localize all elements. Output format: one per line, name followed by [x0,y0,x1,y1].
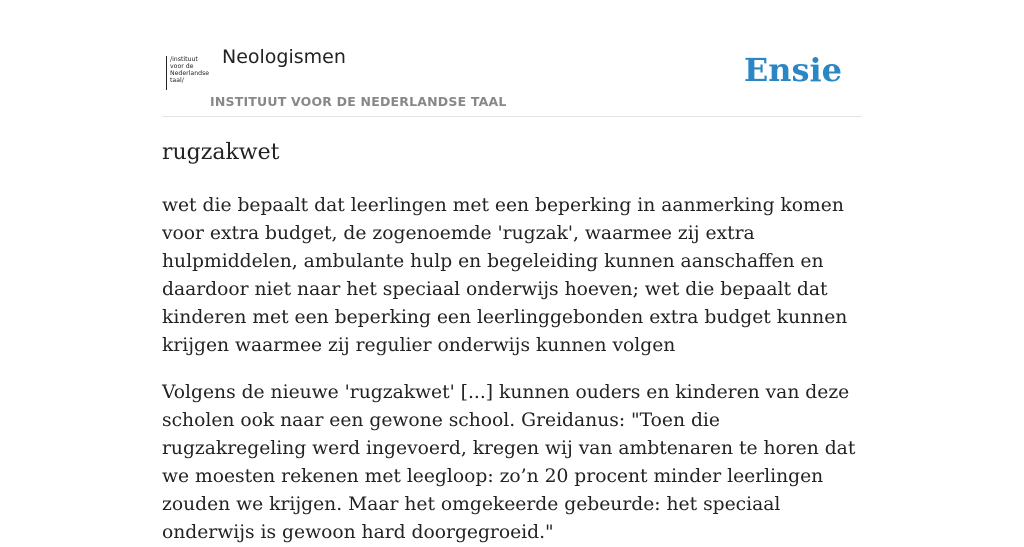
headword: rugzakwet [162,140,280,165]
example-quote: Volgens de nieuwe 'rugzakwet' [...] kunnen ouders en kinderen van deze scholen ook naar een gewone school. Greidanus: "Toen die rugzakregeling werd ingevoerd, kregen wij van ambtenaren te horen dat we moesten rekenen met leegloop: zo’n 20 procent minder leerlingen zouden we krijgen. Maar het omgekeerde gebeurde: het speciaal onderwijs is gewoon hard doorgegroeid." [162,382,856,543]
header [162,0,862,117]
logo-text-line: Nederlandse [170,70,210,77]
site-title[interactable]: Neologismen [222,46,346,68]
ivdnt-logo[interactable] [166,56,211,90]
logo-text-line: /instituut [170,56,198,63]
definition-text: wet die bepaalt dat leerlingen met een beperking in aanmerking komen voor extra budget, de zogenoemde 'rugzak', waarmee zij extra hulpmiddelen, ambulante hulp en begeleiding kunnen aanschaffen en daardoor niet naar het speciaal onderwijs hoeven; wet die bepaalt dat kinderen met een beperking een leerlinggebonden extra budget kunnen krijgen waarmee zij regulier onderwijs kunnen volgen [162,195,848,356]
logo-text-line: taal/ [170,77,184,84]
logo-text-line: voor de [170,63,194,70]
ensie-logo[interactable]: Ensie [743,51,842,89]
organization-name: INSTITUUT VOOR DE NEDERLANDSE TAAL [210,94,507,109]
entry-card [162,0,862,543]
